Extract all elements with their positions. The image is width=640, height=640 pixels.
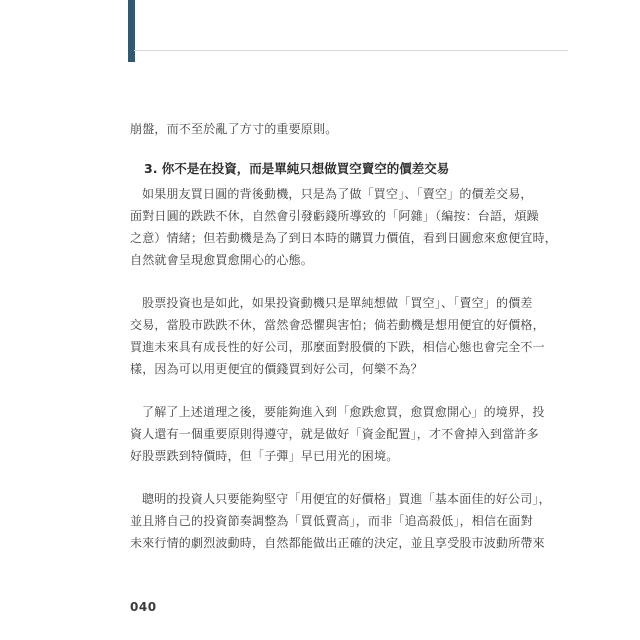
page-number: 040 bbox=[130, 600, 157, 614]
page-body bbox=[130, 118, 558, 554]
intro-line: 崩盤，而不至於亂了方寸的重要原則。 bbox=[130, 122, 338, 136]
paragraph-gap bbox=[130, 271, 512, 292]
paragraph-2 bbox=[130, 292, 545, 380]
section-heading: 3. 你不是在投資，而是單純只想做買空賣空的價差交易 bbox=[144, 161, 450, 176]
paragraph-line: 聰明的投資人只要能夠堅守「用便宜的好價格」買進「基本面佳的好公司」， bbox=[142, 492, 551, 506]
paragraph-line: 面對日圓的跌跌不休，自然會引發虧錢所導致的「阿雜」（編按：台語，煩躁 bbox=[130, 209, 539, 223]
paragraph-line: 自然就會呈現愈買愈開心的心態。 bbox=[130, 253, 314, 267]
chapter-accent-bar bbox=[128, 0, 135, 62]
paragraph-line: 好股票跌到特價時，但「子彈」早已用光的困境。 bbox=[130, 449, 399, 463]
paragraph-line: 未來行情的劇烈波動時，自然都能做出正確的決定，並且享受股市波動所帶來 bbox=[130, 536, 545, 550]
paragraph-line: 交易，當股市跌跌不休，當然會恐懼與害怕；倘若動機是想用便宜的好價格， bbox=[130, 318, 545, 332]
paragraph-line: 了解了上述道理之後，要能夠進入到「愈跌愈買，愈買愈開心」的境界，投 bbox=[142, 405, 545, 419]
header-rule bbox=[134, 50, 568, 51]
paragraph-gap bbox=[130, 467, 512, 488]
paragraph-line: 樣，因為可以用更便宜的價錢買到好公司，何樂不為？ bbox=[130, 362, 423, 376]
paragraph-3 bbox=[130, 401, 545, 467]
paragraph-line: 資人還有一個重要原則得遵守，就是做好「資金配置」，才不會掉入到當許多 bbox=[130, 427, 539, 441]
paragraph-4 bbox=[130, 488, 551, 554]
paragraph-line: 並且將自己的投資節奏調整為「買低賣高」，而非「追高殺低」，相信在面對 bbox=[130, 514, 533, 528]
paragraph-line: 之意）情緒；但若動機是為了到日本時的購買力價值，看到日圓愈來愈便宜時， bbox=[130, 231, 558, 245]
paragraph-line: 股票投資也是如此，如果投資動機只是單純想做「買空」、「賣空」的價差 bbox=[142, 296, 533, 310]
paragraph-gap bbox=[130, 380, 512, 401]
paragraph-1 bbox=[130, 183, 558, 271]
paragraph-line: 買進未來具有成長性的好公司，那麼面對股價的下跌，相信心態也會完全不一 bbox=[130, 340, 545, 354]
paragraph-line: 如果朋友買日圓的背後動機，只是為了做「買空」、「賣空」的價差交易， bbox=[142, 187, 533, 201]
